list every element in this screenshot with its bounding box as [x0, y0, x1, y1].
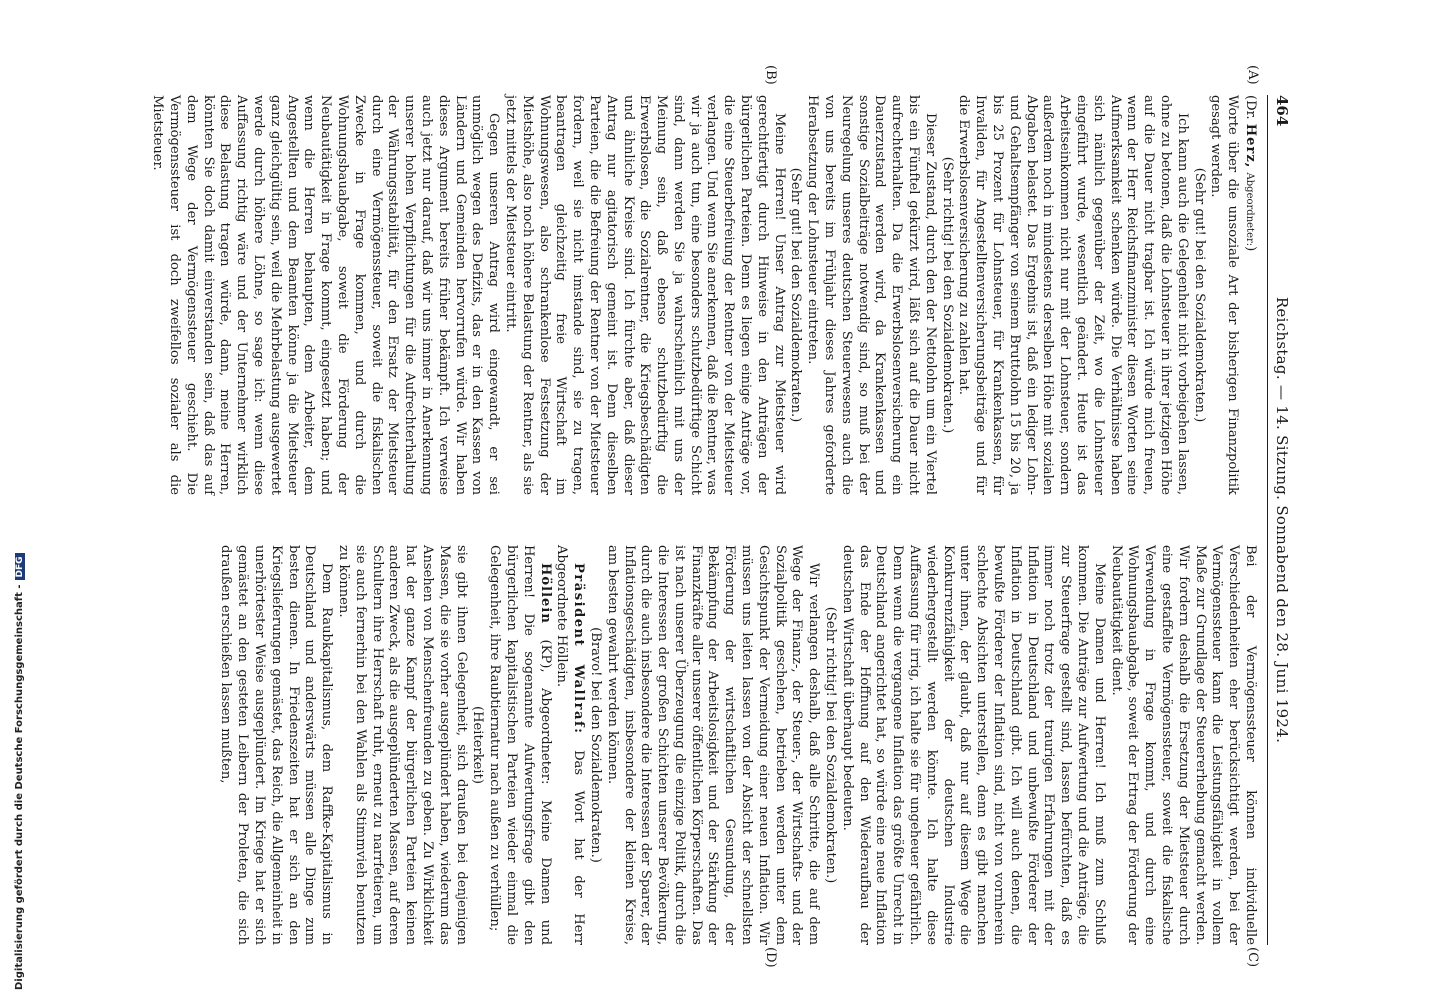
paragraph: Meine Damen und Herren! Ich muß zum Schluß kommen. Die Anträge zur Aufwertung und die Anträge, die zur Steuerfrage gestellt sind, lassen befürchten, daß es immer noch trotz der traurigen Erfahrungen mit der Inflation in Deutschland und unbewußte Förderer der Inflation in Deutschland gibt. Ich will auch denen, die bewußte Förderer der Inflation sind, nicht von vornherein schlechte Absichten unterstellen, denn es gibt manchen unter ihnen, der glaubt, daß nur auf diesem Wege die Konkurrenzfähigkeit der deutschen Industrie wiederhergestellt werden könnte. Ich halte diese Auffassung für irrig, ich halte sie für ungeheuer gefährlich. Denn wenn die vergangene Inflation das größte Unrecht in Deutschland angerichtet hat, so würde eine neue Inflation das Ende der Hoffnung auf den Wiederaufbau der deutschen Wirtschaft überhaupt bedeuten. [839, 545, 1107, 945]
interjection: (Sehr richtig! bei den Sozialdemokraten.) [823, 606, 839, 884]
speaker-name: Höllein [537, 563, 553, 624]
speaker-close: ) [1243, 246, 1258, 252]
header-rule [1267, 95, 1268, 945]
speaker-role: (KP), Abgeordneter: [537, 639, 553, 785]
scanned-page [60, 65, 1291, 968]
president-line [553, 545, 587, 945]
speaker-role: Abgeordneter: [1244, 172, 1255, 247]
president-name: Präsident Wallraf: [571, 563, 587, 735]
interjection: (Sehr gut! bei den Sozialdemokraten.) [788, 167, 804, 423]
margin-marker-b: (B) [763, 65, 778, 85]
paragraph: Dieser Zustand, durch den der Nettolohn um ein Viertel bis ein Fünftel gekürzt wird, läßt sich auf die Dauer nicht aufrechterhalten. Da die Erwerbslosenversicherung ein Dauerzustand werden wird, da Krankenkassen und sonstige Sozialbeiträge notwendig sind, so muß bei der Neuregelung unseres deutschen Steuerwesens auch die von uns bereits im Frühjahr dieses Jahres geforderte Herabsetzung der Lohnsteuer eintreten. [805, 95, 938, 495]
speaker-name: Herz, [1243, 123, 1258, 169]
paragraph: sie gibt ihnen Gelegenheit, sich draußen bei denjenigen Massen, die sie vorher ausgeplündert haben, wiederum das Ansehen von Menschenfreunden zu geben. Zu Wirklichkeit hat der ganze Kampf der bürgerlichen Parteien keinen anderen Zweck, als die ausgeplünderten Massen, auf deren Schultern ihre Herrschaft ruht, erneut zu narrfetieren, um sie auch fernerhin bei den Wahlen als Stimmvieh benutzen zu können. [335, 545, 469, 945]
margin-marker-d: (D) [763, 947, 778, 968]
paragraph: Wir verlangen deshalb, daß alle Schritte, die auf dem Wege der Finanz-, der Steuer-, der Wirtschafts- und der Sozialpolitik geschehen, betrieben werden unter dem Gesichtspunkt der Vermeidung einer neuen Inflation. Wir müssen uns leiten lassen von der Absicht der schnellsten Förderung der wirtschaftlichen Gesundung, der Bekämpfung der Arbeitslosigkeit und der Stärkung der Finanzkräfte aller unserer öffentlichen Körperschaften. Das ist nach unserer Überzeugung die einzige Politik, durch die die Interessen der großen Schichten unserer Bevölkerung, durch die auch insbesondere die Interessen der Sparer, der Inflationsgeschädigten, insbesondere der kleinen Kreise, am besten gewahrt werden können. [604, 545, 822, 945]
right-column [217, 545, 1258, 945]
speaker-line [485, 545, 552, 945]
paragraph: Meine Damen und Herren! Die sogenannte Aufwertungsfrage gibt den bürgerlichen kapitalistischen Parteien wieder einmal die Gelegenheit, ihre Raubtiernatur nach außen zu verhüllen; [487, 545, 553, 945]
paragraph: Gegen unseren Antrag wird eingewandt, er sei unmöglich wegen des Defizits, das er in den Kassen von Ländern und Gemeinden hervorrufen würde. Wir haben dieses Argument bereits früher bekämpft. Ich verweise auch jetzt nur darauf, daß wir uns immer in Anerkennung unserer hohen Verpflichtungen für die Aufrechterhaltung der Währungsstabilität, für den Ersatz der Mietsteuer durch eine Vermögenssteuer, soweit die fiskalischen Zwecke in Frage kommen, und durch die Wohnungsbauabgabe, soweit die Förderung der Neubautätigkeit in Frage kommt, eingesetzt haben; und wenn die Herren behaupten, dem Arbeiter, dem Angestellten und dem Beamten könne ja die Mietsteuer ganz gleichgültig sein, weil die Mehrbelastung ausgewertet werde durch höhere Löhne, so sage ich: wenn diese Auffassung richtig wäre und der Unternehmer wirklich diese Belastung tragen würde, dann, meine Herren, könnten Sie doch damit einverstanden sein, daß das auf dem Wege der Vermögenssteuer geschieht. Die Vermögenssteuer ist doch zweifellos sozialer als die Mietsteuer. [150, 95, 502, 495]
interjection: (Heiterkeit) [470, 706, 486, 784]
paragraph: Ich kann auch die Gelegenheit nicht vorbeigehen lassen, ohne zu betonen, daß die Lohnsteuer in ihrer jetzigen Höhe auf die Dauer nicht tragbar ist. Ich würde mich freuen, wenn der Herr Reichsfinanzminister diesen Worten seine Aufmerksamkeit schenken würde. Die Verhältnisse haben sich nämlich gegenüber der Zeit, wo die Lohnsteuer eingeführt wurde, wesentlich geändert. Heute ist das Arbeitseinkommen nicht nur mit der Lohnsteuer, sondern außerdem noch in mindestens derselben Höhe mit sozialen Abgaben belastet. Das Ergebnis ist, daß ein lediger Lohn- und Gehaltsempfänger von seinem Bruttolohn 15 bis 20, ja bis 25 Prozent für Lohnsteuer, für Krankenkassen, für Invaliden, für Angestelltenversicherungsbeiträge und für die Erwerbslosenversicherung zu zahlen hat. [956, 95, 1190, 495]
page-header [1270, 95, 1290, 945]
president-text: Das Wort hat der Herr Abgeordnete Höllein. [554, 545, 587, 945]
interjection: (Bravo! bei den Sozialdemokraten.) [587, 627, 603, 863]
running-title: Reichstag. — 14. Sitzung. Sonnabend den 28. Juni 1924. [1273, 296, 1291, 744]
margin-marker-c: (C) [1245, 947, 1260, 968]
page-number: 464 [1273, 95, 1291, 127]
digitization-credit [14, 10, 25, 990]
digitization-credit-strip [0, 0, 25, 1000]
interjection: (Sehr richtig! bei den Sozialdemokraten.) [939, 156, 955, 434]
dfg-logo: DFG [15, 553, 25, 580]
speaker-line [1240, 95, 1258, 495]
paragraph: Bei der Vermögenssteuer können individuelle Verschiedenheiten eher berücksichtigt werden, bei der Vermögenssteuer kann die Leistungsfähigkeit in vollem Maße zur Grundlage der Steuererhebung gemacht werden. Wir fordern deshalb die Ersetzung der Mietsteuer durch eine gestaffelte Vermögenssteuer, soweit die fiskalische Verwendung in Frage kommt, und durch eine Wohnungsbauabgabe, soweit der Ertrag der Förderung der Neubautätigkeit dient. [1108, 545, 1258, 945]
paragraph: Dem Raubkapitalismus, dem Raffke-Kapitalismus in Deutschland und anderswärts müssen alle Dinge zum besten dienen. In Friedenszeiten hat er sich an den Kriegslieferungen gemästet, das Reich, die Allgemeinheit in unerhörtester Weise ausgeplündert. Im Kriege hat er sich gemästet an den gesteten Leibern der Proleten, die sich draußen erschießen lassen mußten, [218, 545, 335, 945]
credit-text: Digitalisierung gefördert durch die Deutsche Forschungsgemeinschaft - [14, 584, 25, 990]
interjection: (Sehr gut! bei den Sozialdemokraten.) [1191, 167, 1207, 423]
left-column [148, 95, 1258, 495]
speaker-prefix: (Dr. [1243, 95, 1258, 120]
paragraph: Meine Herren! Unser Antrag zur Mietsteuer wird gerechtfertigt durch Hinweise in den Anträgen der bürgerlichen Parteien. Denn es liegen einige Anträge vor, die eine Steuerbefreiung der Rentner von der Mietsteuer verlangen. Und wenn Sie anerkennen, daß die Rentner, was wir ja auch tun, eine besonders schutzbedürftige Schicht sind, dann werden Sie ja wahrscheinlich mit uns der Meinung sein, daß ebenso schutzbedürftig die Erwerbslosen, die Sozialrentner, die Kriegsbeschädigten und ähnliche Kreise sind. Ich fürchte aber, daß dieser Antrag nur agitatorisch gemeint ist. Denn dieselben Parteien, die die Befreiung der Rentner von der Mietsteuer fordern, weil sie nicht imstande sind, sie zu tragen, beantragen gleichzeitig freie Wirtschaft im Wohnungswesen, also schrankenlose Festsetzung der Mietshöhe, also noch höhere Belastung der Rentner, als sie jetzt mittels der Mietsteuer eintritt. [502, 95, 787, 495]
margin-marker-a: (A) [1245, 65, 1260, 85]
paragraph: Worte über die unsoziale Art der bisherigen Finanzpolitik gesagt werden. [1208, 95, 1241, 495]
